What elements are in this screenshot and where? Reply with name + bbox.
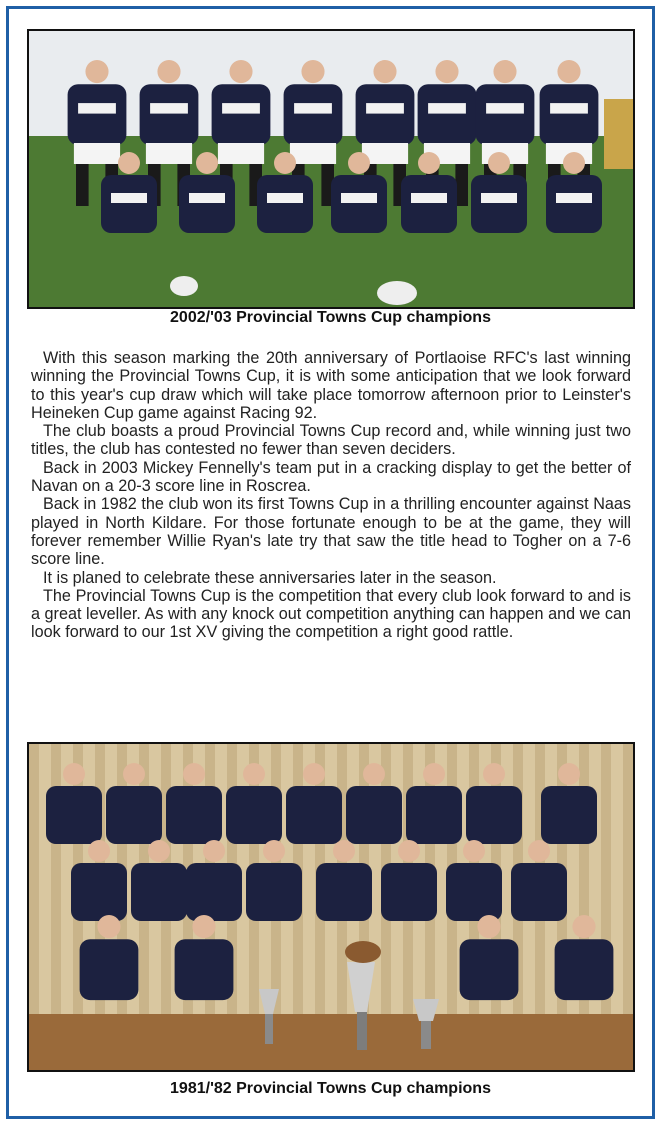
- team-photo-2002-03: [27, 29, 635, 309]
- article-paragraph: With this season marking the 20th anniversary of Portlaoise RFC's last winning winning the Provincial Towns Cup, it is with some anticipation that we look forward to this year's cup draw which will take place tomorrow afternoon prior to Leinster's Heineken Cup game against Racing 92.: [31, 349, 631, 422]
- article-paragraph: Back in 2003 Mickey Fennelly's team put in a cracking display to get the better of Navan on a 20-3 score line in Roscrea.: [31, 458, 631, 496]
- article-frame: [6, 6, 655, 1119]
- article-paragraph: It is planed to celebrate these anniversaries later in the season.: [43, 568, 497, 587]
- photo-caption-2002-03: 2002/'03 Provincial Towns Cup champions: [170, 309, 491, 326]
- photo-caption-1981-82: 1981/'82 Provincial Towns Cup champions: [170, 1080, 491, 1097]
- team-photo-1981-82: [27, 742, 635, 1072]
- article-paragraph: The club boasts a proud Provincial Towns Cup record and, while winning just two titles, the club has contested no fewer than seven deciders.: [31, 422, 631, 459]
- team-photo-1981-82-image: [29, 744, 633, 1070]
- article-body: [31, 349, 631, 642]
- team-photo-2002-03-image: [29, 31, 633, 307]
- article-paragraph: Back in 1982 the club won its first Towns Cup in a thrilling encounter against Naas played in North Kildare. For those fortunate enough to be at the game, they will forever remember Willie Ryan's late try that saw the title head to Togher on a 7-6 score line.: [31, 495, 631, 569]
- article-paragraph: The Provincial Towns Cup is the competition that every club look forward to and is a great leveller. As with any knock out competition anything can happen and we can look forward to our 1st XV giving the competition a right good rattle.: [31, 586, 631, 642]
